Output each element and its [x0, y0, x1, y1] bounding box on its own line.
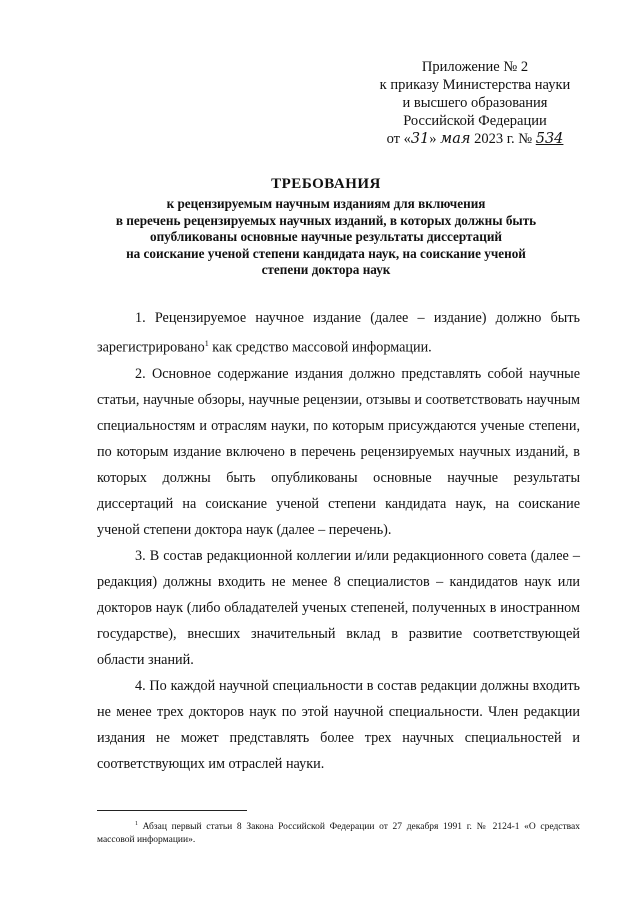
- subtitle-line: опубликованы основные научные результаты диссертаций: [149, 229, 503, 244]
- appendix-country: Российской Федерации: [403, 113, 547, 129]
- date-month: мая: [440, 131, 471, 147]
- paragraph-2: 2. Основное содержание издания должно представлять собой научные статьи, научные обзоры, научные рецензии, отзывы и соответствовать научным специальностям и отраслям науки, по которым присуждаются ученые степени, по которым издание включено в перечень рецензируемых научных изданий, в которых должны быть опубликованы основные научные результаты диссертаций на соискание ученой степени кандидата наук, на соискание ученой степени доктора наук (далее – перечень).: [97, 365, 580, 538]
- subtitle-line: к рецензируемым научным изданиям для включения: [166, 196, 486, 211]
- appendix-order-ref: к приказу Министерства науки: [379, 77, 571, 93]
- appendix-number: Приложение № 2: [421, 59, 529, 75]
- date-year: 2023 г. №: [470, 131, 536, 147]
- footnote-marker: 1: [135, 821, 138, 827]
- paragraph-4: 4. По каждой научной специальности в состав редакции должны входить не менее трех докторов наук по этой научной специальности. Член редакции издания не может представлять более трех научных специальностей и соответствующих им отраслей науки.: [97, 677, 580, 772]
- footnote: [97, 818, 580, 847]
- appendix-ministry: и высшего образования: [402, 95, 548, 111]
- date-prefix: от «: [386, 131, 411, 147]
- date-day: 31: [410, 131, 430, 147]
- footnote-ref: 1: [204, 339, 209, 348]
- paragraph-3: 3. В состав редакционной коллегии и/или редакционного совета (далее – редакция) должны входить не менее 8 специалистов – кандидатов наук или докторов наук (либо обладателей ученых степеней, полученных в иностранном государстве), внесших значительный вклад в развитие соответствующей области знаний.: [97, 547, 580, 668]
- subtitle-line: в перечень рецензируемых научных изданий, в которых должны быть: [115, 212, 537, 228]
- order-number: 534: [535, 131, 564, 147]
- appendix-date-line: [360, 130, 590, 148]
- document-title: ТРЕБОВАНИЯ: [271, 176, 381, 192]
- paragraph-1: [97, 305, 580, 361]
- paragraph-1-text: 1. Рецензируемое научное издание (далее – издание) должно быть зарегистрировано: [97, 310, 580, 356]
- appendix-header: [360, 58, 590, 148]
- subtitle-line: степени доктора наук: [261, 262, 391, 277]
- date-mid: »: [429, 131, 441, 147]
- subtitle-line: на соискание ученой степени кандидата наук, на соискание ученой: [126, 245, 526, 261]
- requirements-body: [97, 305, 580, 777]
- footnote-divider: [97, 810, 247, 811]
- paragraph-1-text-end: как средство массовой информации.: [208, 339, 432, 356]
- footnote-text: Абзац первый статьи 8 Закона Российской Федерации от 27 декабря 1991 г. № 2124-1 «О средствах массовой информации».: [97, 822, 580, 846]
- document-subtitle: [60, 196, 592, 279]
